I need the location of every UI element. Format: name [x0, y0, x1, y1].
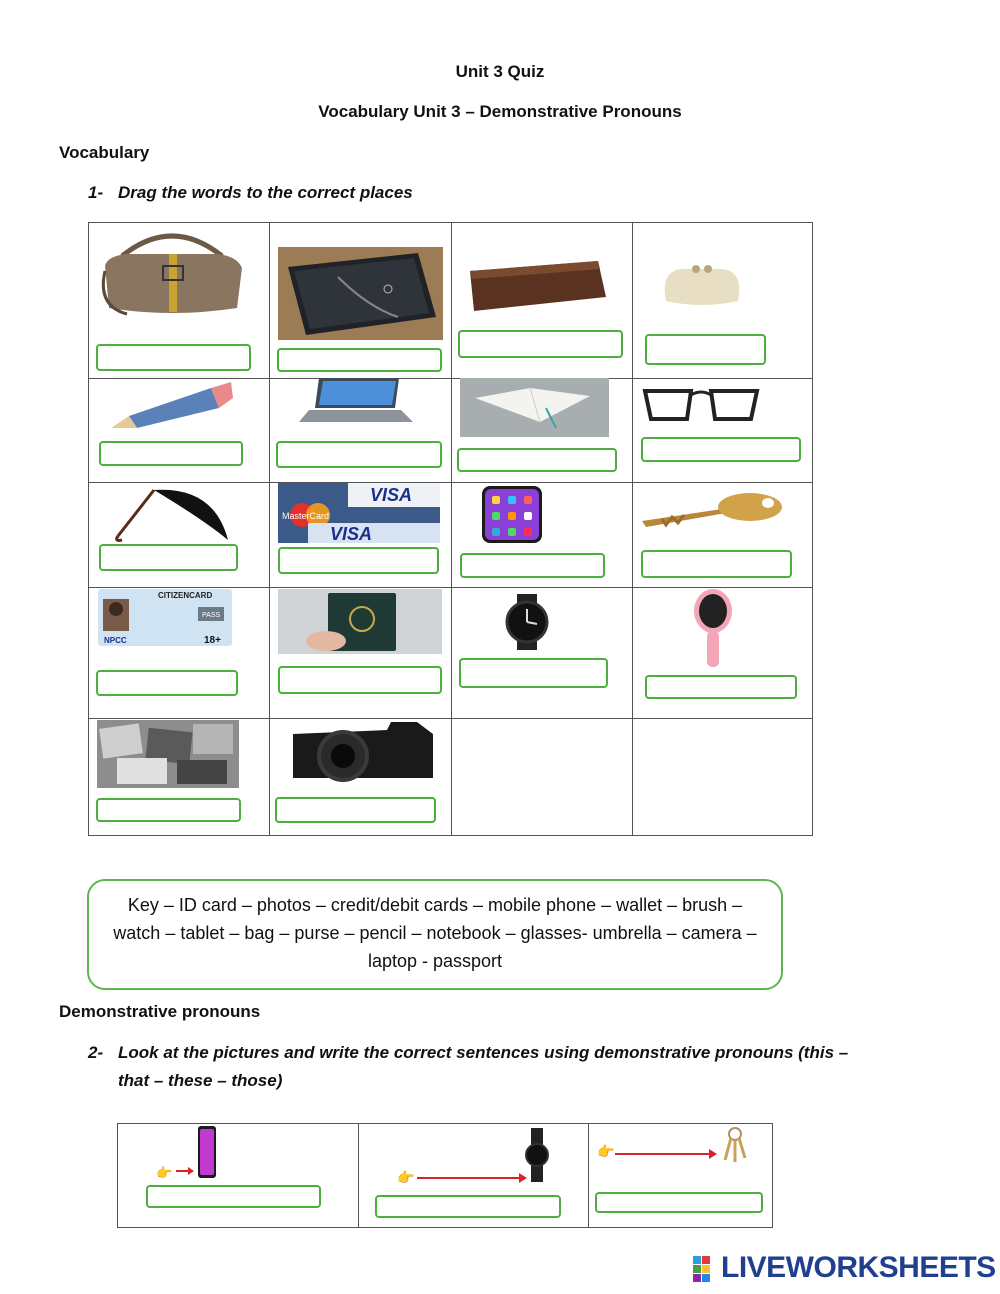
- purse-picture: [660, 261, 745, 307]
- pointing-hand-icon: 👉: [397, 1170, 415, 1185]
- brush-picture: [692, 589, 734, 669]
- answer-box-wallet[interactable]: [458, 330, 623, 358]
- laptop-picture: [299, 378, 414, 426]
- pointing-phone-picture: [156, 1126, 220, 1180]
- exercise-1-instruction: [88, 179, 688, 207]
- exercise-1-number: 1-: [88, 183, 104, 202]
- mobile-phone-picture: [482, 486, 542, 543]
- svg-text:CITIZENCARD: CITIZENCARD: [158, 591, 213, 600]
- glasses-picture: [641, 385, 761, 425]
- answer-box-pencil[interactable]: [99, 441, 243, 466]
- answer-box-photos[interactable]: [96, 798, 241, 822]
- exercise-2-instruction: [88, 1039, 948, 1095]
- pencil-picture: [111, 382, 233, 430]
- answer-box-credit-cards[interactable]: [278, 547, 439, 574]
- sentence-box-3[interactable]: [595, 1192, 763, 1213]
- word-bank: [87, 879, 783, 990]
- key-picture: [642, 491, 784, 529]
- pointing-keys-picture: [597, 1124, 752, 1164]
- vocabulary-grid: [88, 222, 813, 836]
- liveworksheets-logo-icon: [693, 1256, 719, 1282]
- exercise-2-text-line-1: Look at the pictures and write the correct sentences using demonstrative pronouns (this –: [118, 1043, 849, 1062]
- tablet-picture: [278, 247, 443, 340]
- answer-box-passport[interactable]: [278, 666, 442, 694]
- demonstratives-heading: Demonstrative pronouns: [59, 1002, 261, 1021]
- svg-text:PASS: PASS: [202, 612, 221, 619]
- answer-box-brush[interactable]: [645, 675, 797, 699]
- exercise-2-number: 2-: [88, 1043, 104, 1062]
- answer-box-purse[interactable]: [645, 334, 766, 365]
- wallet-picture: [468, 257, 608, 313]
- word-bank-line-1: Key – ID card – photos – credit/debit cards – mobile phone – wallet – brush –: [127, 895, 743, 915]
- svg-text:NPCC: NPCC: [104, 636, 127, 645]
- answer-box-notebook[interactable]: [457, 448, 617, 472]
- answer-box-key[interactable]: [641, 550, 792, 578]
- answer-box-umbrella[interactable]: [99, 544, 238, 571]
- camera-picture: [287, 720, 437, 784]
- svg-text:VISA: VISA: [330, 524, 373, 543]
- photos-picture: [97, 720, 239, 788]
- demonstratives-grid: [117, 1123, 773, 1228]
- watch-picture: [497, 594, 557, 650]
- vocabulary-heading: Vocabulary: [59, 143, 150, 162]
- answer-box-id-card[interactable]: [96, 670, 238, 696]
- passport-picture: [278, 589, 442, 654]
- pointing-hand-icon: 👉: [156, 1166, 173, 1180]
- pointing-hand-icon: 👉: [597, 1144, 615, 1160]
- pointing-watch-picture: [397, 1128, 552, 1185]
- word-bank-line-3: laptop - passport: [367, 951, 503, 971]
- answer-box-glasses[interactable]: [641, 437, 801, 462]
- answer-box-watch[interactable]: [459, 658, 608, 688]
- sentence-box-1[interactable]: [146, 1185, 321, 1208]
- svg-text:MasterCard: MasterCard: [282, 511, 330, 521]
- liveworksheets-logo: [693, 1251, 996, 1284]
- exercise-1-text: Drag the words to the correct places: [118, 183, 413, 202]
- sentence-box-2[interactable]: [375, 1195, 561, 1218]
- umbrella-picture: [114, 486, 229, 542]
- answer-box-bag[interactable]: [96, 344, 251, 371]
- svg-text:18+: 18+: [204, 635, 221, 646]
- answer-box-mobile-phone[interactable]: [460, 553, 605, 578]
- answer-box-tablet[interactable]: [277, 348, 442, 372]
- word-bank-line-2: watch – tablet – bag – purse – pencil – notebook – glasses- umbrella – camera –: [113, 923, 757, 943]
- liveworksheets-brand: LIVEWORKSHEETS: [721, 1251, 996, 1284]
- id-card-picture: [98, 589, 232, 646]
- svg-text:VISA: VISA: [370, 485, 413, 505]
- exercise-2-text-line-2: that – these – those): [118, 1071, 283, 1090]
- credit-cards-picture: [278, 483, 440, 543]
- bag-picture: [97, 226, 247, 316]
- answer-box-camera[interactable]: [275, 797, 436, 823]
- page-subtitle: Vocabulary Unit 3 – Demonstrative Pronouns: [318, 102, 682, 121]
- answer-box-laptop[interactable]: [276, 441, 442, 468]
- notebook-picture: [460, 378, 609, 437]
- page-title: Unit 3 Quiz: [455, 62, 545, 81]
